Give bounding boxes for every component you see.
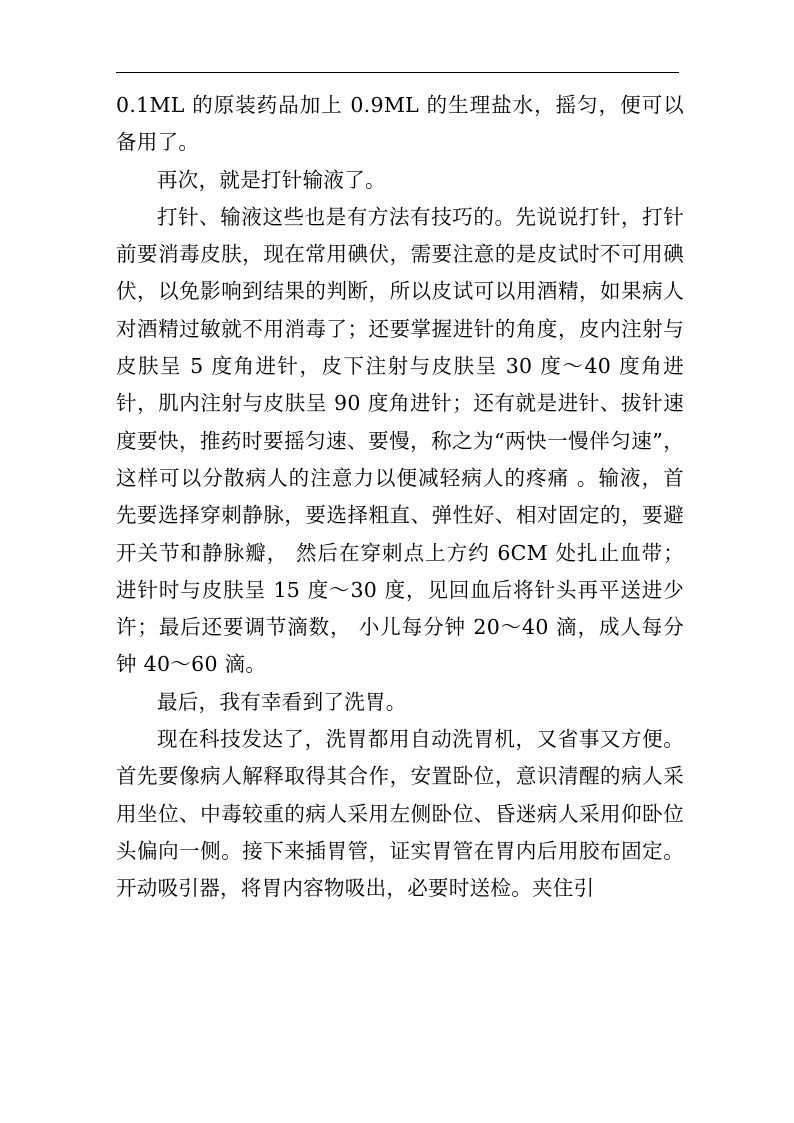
paragraph-continuation: 0.1ML 的原装药品加上 0.9ML 的生理盐水，摇匀，便可以备用了。: [116, 93, 684, 155]
header-rule: [116, 72, 679, 73]
paragraph-injection-intro: 再次，就是打针输液了。: [157, 167, 386, 192]
paragraph-injection-infusion: 打针、输液这些也是有方法有技巧的。先说说打针，打针前要消毒皮肤，现在常用碘伏，需要注意的是皮试时不可用碘伏，以免影响到结果的判断，所以皮试可以用酒精，如果病人对酒精过敏就不用消毒了；还要掌握进针的角度，皮内注射与皮肤呈 5 度角进针，皮下注射与皮肤呈 30 度～40 度角进针，肌内注射与皮肤呈 90 度角进针；还有就是进针、拔针速度要快，推药时要摇匀速、要慢，称之为“两快一慢伴匀速”，这样可以分散病人的注意力以便减轻病人的疼痛 。输液，首先要选择穿刺静脉，要选择粗直、弹性好、相对固定的，要避开关节和静脉瓣， 然后在穿刺点上方约 6CM 处扎止血带；进针时与皮肤呈 15 度～30 度，见回血后将针头再平送进少许；最后还要调节滴数， 小儿每分钟 20～40 滴，成人每分钟 40～60 滴。: [116, 204, 684, 677]
body-text: [116, 87, 684, 908]
paragraph-gastric-lavage: 现在科技发达了，洗胃都用自动洗胃机，又省事又方便。首先要像病人解释取得其合作，安置卧位，意识清醒的病人采用坐位、中毒较重的病人采用左侧卧位、昏迷病人采用仰卧位头偏向一侧。接下来插胃管，证实胃管在胃内后用胶布固定。开动吸引器，将胃内容物吸出，必要时送检。夹住引: [116, 727, 684, 901]
paragraph-gastric-lavage-intro: 最后，我有幸看到了洗胃。: [157, 689, 407, 714]
